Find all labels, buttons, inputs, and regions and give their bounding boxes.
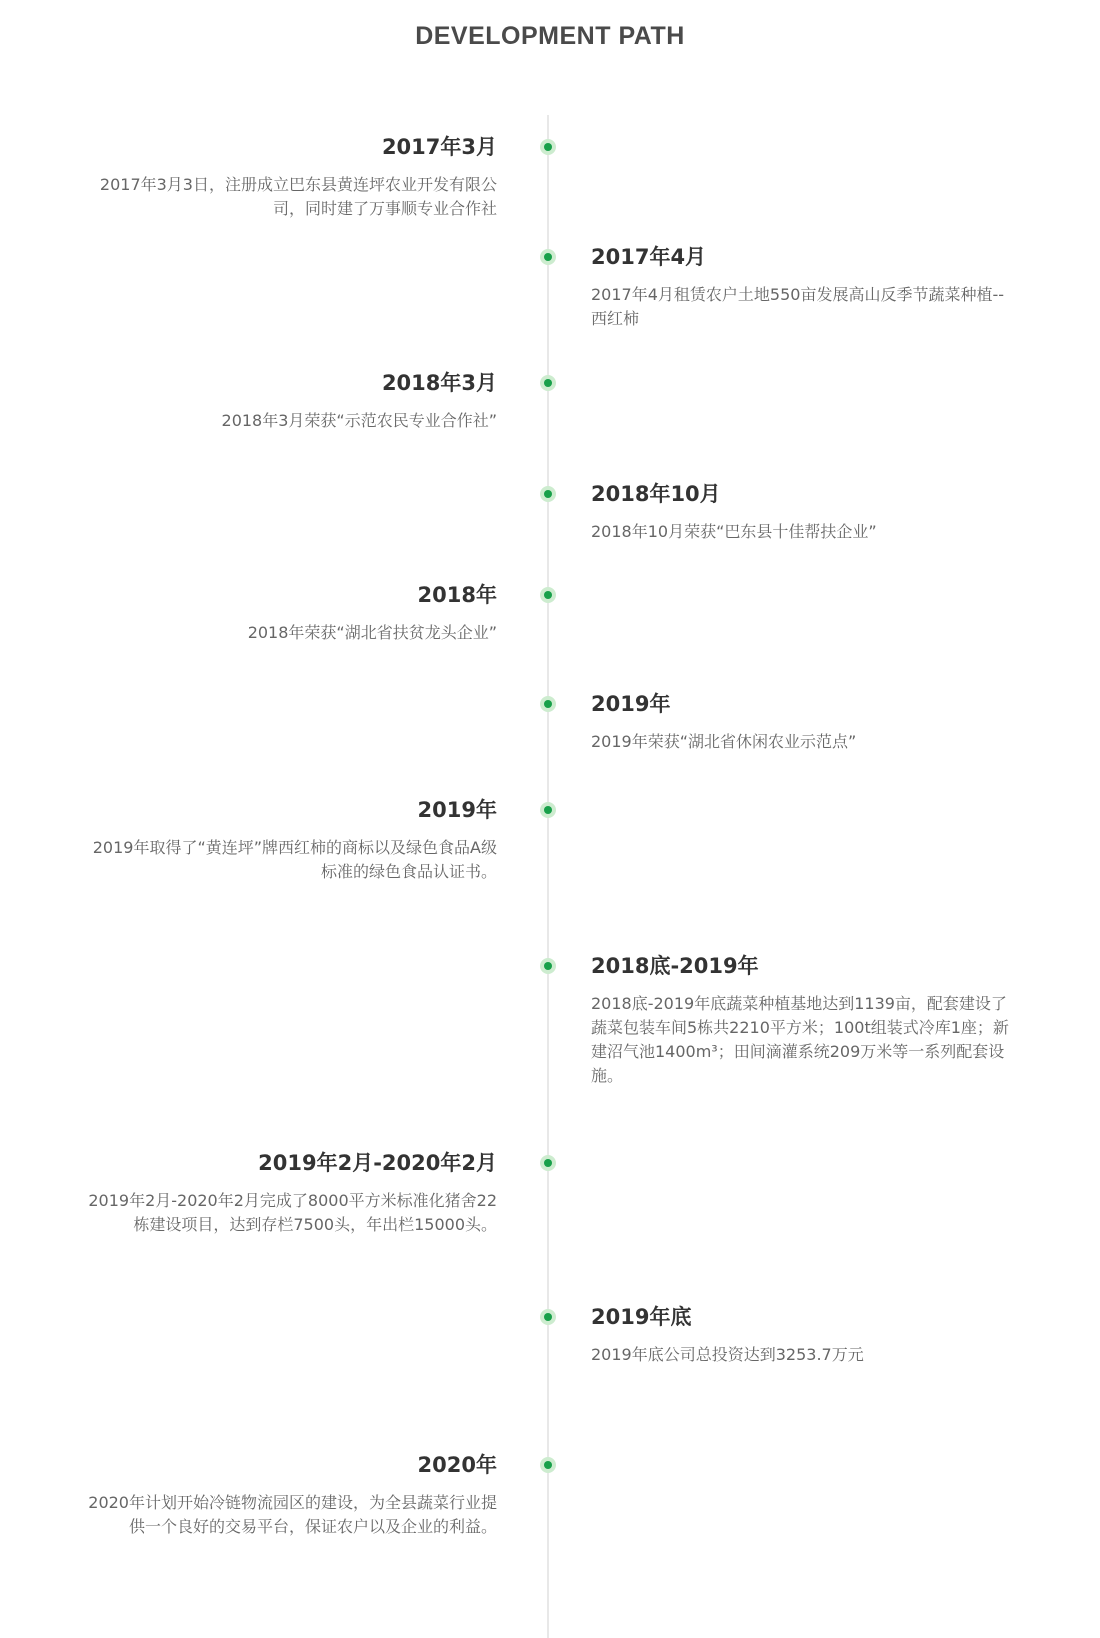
timeline-entry xyxy=(77,1451,497,1539)
timeline-dot xyxy=(540,587,556,603)
entry-text: 2019年2月-2020年2月完成了8000平方米标准化猪舍22栋建设项目，达到存栏7500头，年出栏15000头。 xyxy=(88,1191,497,1234)
timeline-entry xyxy=(77,581,497,645)
timeline-dot xyxy=(540,375,556,391)
timeline-entry xyxy=(77,133,497,221)
timeline-entry xyxy=(591,480,1011,544)
entry-date: 2017年4月 xyxy=(591,245,707,269)
timeline-entry xyxy=(591,952,1011,1088)
entry-text: 2018年荣获“湖北省扶贫龙头企业” xyxy=(247,623,497,642)
entry-date: 2020年 xyxy=(417,1453,497,1477)
timeline-dot xyxy=(540,696,556,712)
timeline-dot xyxy=(540,802,556,818)
timeline-entry xyxy=(77,369,497,433)
entry-text: 2019年荣获“湖北省休闲农业示范点” xyxy=(591,732,857,751)
timeline-dot xyxy=(540,486,556,502)
entry-text: 2018年10月荣获“巴东县十佳帮扶企业” xyxy=(591,522,877,541)
entry-date: 2018年10月 xyxy=(591,482,721,506)
entry-text: 2020年计划开始冷链物流园区的建设，为全县蔬菜行业提供一个良好的交易平台，保证农户以及企业的利益。 xyxy=(88,1493,497,1536)
entry-date: 2018底-2019年 xyxy=(591,954,759,978)
entry-text: 2019年取得了“黄连坪”牌西红柿的商标以及绿色食品A级标准的绿色食品认证书。 xyxy=(92,838,497,881)
entry-text: 2017年3月3日，注册成立巴东县黄连坪农业开发有限公司，同时建了万事顺专业合作社 xyxy=(99,175,497,218)
timeline-entry xyxy=(591,243,1011,331)
timeline-dot xyxy=(540,1457,556,1473)
entry-date: 2019年2月-2020年2月 xyxy=(258,1151,497,1175)
timeline-entry xyxy=(591,1303,1011,1367)
entry-text: 2017年4月租赁农户土地550亩发展高山反季节蔬菜种植--西红柿 xyxy=(591,285,1004,328)
timeline-dot xyxy=(540,139,556,155)
entry-date: 2018年 xyxy=(417,583,497,607)
entry-text: 2018底-2019年底蔬菜种植基地达到1139亩，配套建设了蔬菜包装车间5栋共2210平方米；100t组装式冷库1座；新建沼气池1400m³；田间滴灌系统209万米等一系列配套设施。 xyxy=(591,994,1009,1085)
timeline-dot xyxy=(540,1155,556,1171)
timeline-dot xyxy=(540,249,556,265)
timeline-dot xyxy=(540,1309,556,1325)
timeline-entry xyxy=(77,796,497,884)
entry-date: 2019年 xyxy=(591,692,671,716)
entry-text: 2018年3月荣获“示范农民专业合作社” xyxy=(221,411,497,430)
timeline-dot xyxy=(540,958,556,974)
entry-date: 2019年 xyxy=(417,798,497,822)
timeline-entry xyxy=(77,1149,497,1237)
entry-text: 2019年底公司总投资达到3253.7万元 xyxy=(591,1345,864,1364)
entry-date: 2019年底 xyxy=(591,1305,692,1329)
entry-date: 2018年3月 xyxy=(381,371,497,395)
entry-date: 2017年3月 xyxy=(381,135,497,159)
page-title: DEVELOPMENT PATH xyxy=(415,22,685,50)
timeline-entry xyxy=(591,690,1011,754)
